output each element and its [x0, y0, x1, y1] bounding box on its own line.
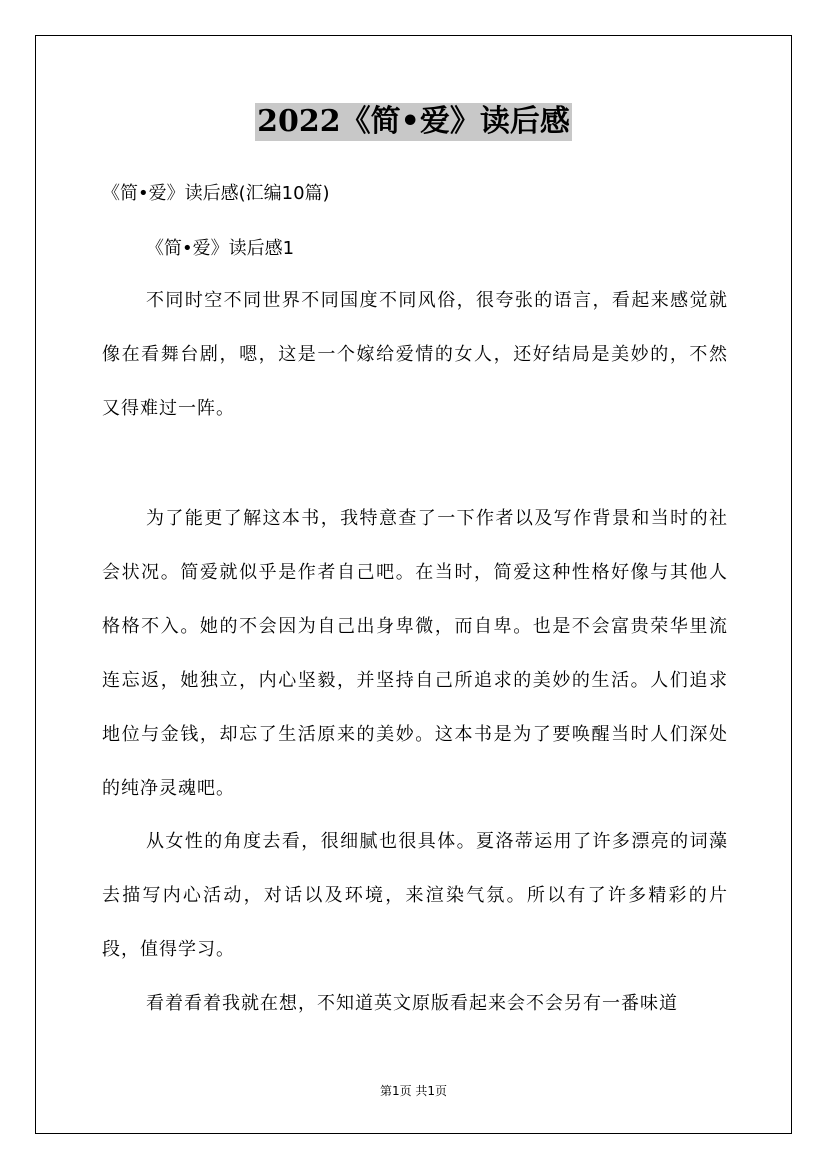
document-subtitle: 《简•爱》读后感(汇编10篇) — [102, 183, 330, 204]
paragraph: 为了能更了解这本书，我特意查了一下作者以及写作背景和当时的社会状况。简爱就似乎是作者自己吧。在当时，简爱这种性格好像与其他人格格不入。她的不会因为自己出身卑微，而自卑。也是不会富贵荣华里流连忘返，她独立，内心坚毅，并坚持自己所追求的美妙的生活。人们追求地位与金钱，却忘了生活原来的美妙。这本书是为了要唤醒当时人们深处的纯净灵魂吧。 — [102, 508, 728, 799]
paragraph: 看着看着我就在想，不知道英文原版看起来会不会另有一番味道 — [146, 993, 678, 1014]
section-heading: 《简•爱》读后感1 — [146, 238, 295, 259]
document-title — [0, 102, 827, 141]
paragraph: 从女性的角度去看，很细腻也很具体。夏洛蒂运用了许多漂亮的词藻去描写内心活动，对话以及环境，来渲染气氛。所以有了许多精彩的片段，值得学习。 — [102, 831, 728, 960]
page-footer: 第1页 共1页 — [379, 1084, 448, 1098]
paragraph: 不同时空不同世界不同国度不同风俗，很夸张的语言，看起来感觉就像在看舞台剧，嗯，这是一个嫁给爱情的女人，还好结局是美妙的，不然又得难过一阵。 — [102, 290, 728, 419]
document-title-text: 2022《简•爱》读后感 — [257, 104, 570, 139]
